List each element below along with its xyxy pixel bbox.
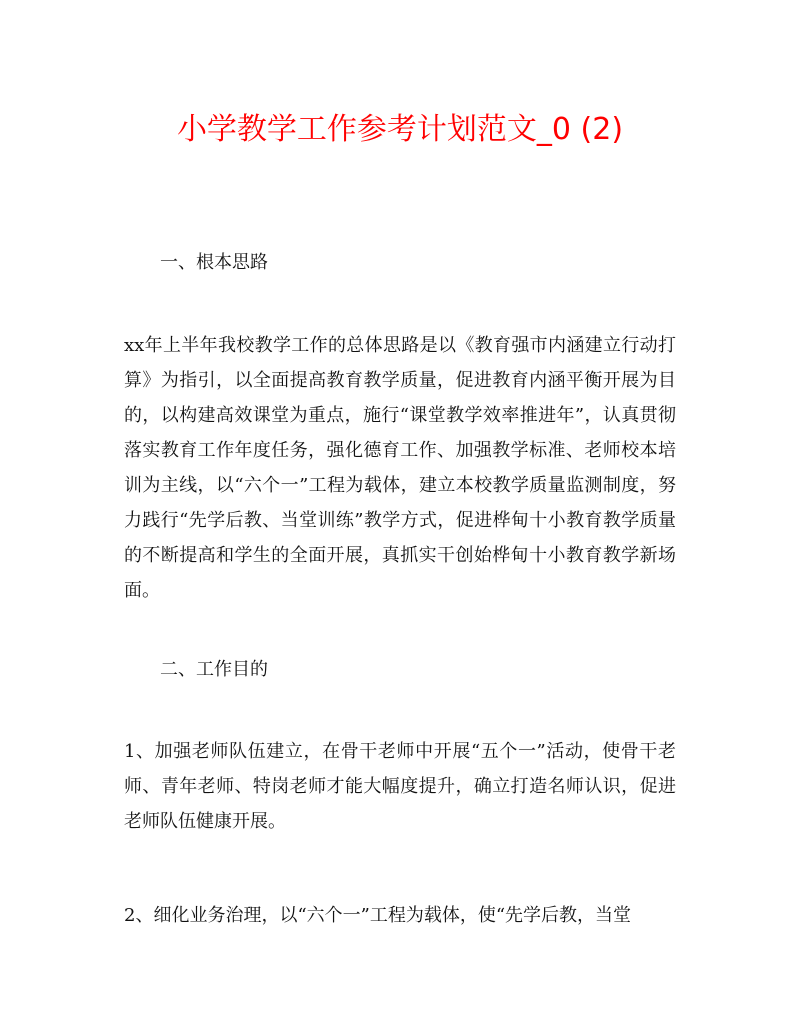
document-title: 小学教学工作参考计划范文_0 (2) [176, 112, 624, 147]
paragraph-basic-ideas: xx年上半年我校教学工作的总体思路是以《教育强市内涵建立行动打算》为指引，以全面提高教育教学质量，促进教育内涵平衡开展为目的，以构建高效课堂为重点，施行“课堂教学效率推进年”，认真贯彻落实教育工作年度任务，强化德育工作、加强教学标准、老师校本培训为主线，以“六个一”工程为载体，建立本校教学质量监测制度，努力践行“先学后教、当堂训练”教学方式，促进桦甸十小教育教学质量的不断提高和学生的全面开展，真抓实干创始桦甸十小教育教学新场面。 [124, 335, 676, 601]
paragraph-goal-1: 1、加强老师队伍建立，在骨干老师中开展“五个一”活动，使骨干老师、青年老师、特岗老师才能大幅度提升，确立打造名师认识，促进老师队伍健康开展。 [124, 741, 676, 832]
paragraph-goal-2: 2、细化业务治理，以“六个一”工程为载体，使“先学后教，当堂 [124, 905, 632, 926]
section-heading-work-goals: 二、工作目的 [160, 659, 268, 680]
section-heading-basic-ideas: 一、根本思路 [160, 252, 268, 273]
